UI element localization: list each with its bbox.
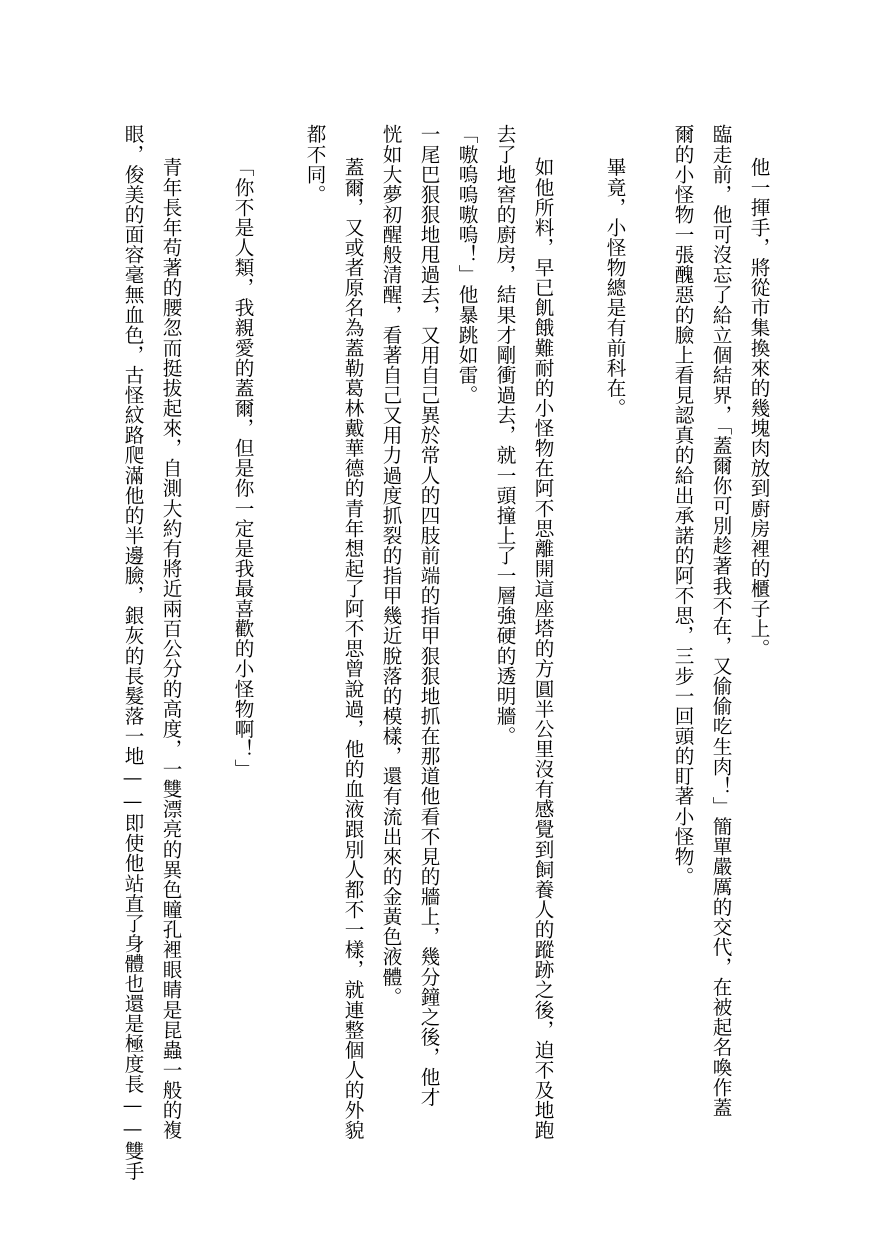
text-column-1: 他一揮手，將從市集換來的幾塊肉放到廚房裡的櫃子上。 bbox=[747, 157, 770, 659]
text-column-12: 蓋爾，又或者原名為蓋勒葛林戴華德的青年想起了阿不思曾說過，他的血液跟別人都不一樣，就連整個人的外貌 bbox=[341, 157, 364, 1140]
text-column-5: 畢竟，小怪物總是有前科在。 bbox=[603, 157, 626, 418]
text-column-15: 「你不是人類，我親愛的蓋爾，但是你一定是我最喜歡的小怪物啊！」 bbox=[231, 157, 254, 779]
text-column-11: 恍如大夢初醒般清醒，看著自己又用力過度抓裂的指甲幾近脫落的模樣，還有流出來的金黃色液體。 bbox=[379, 124, 402, 1007]
text-column-3: 爾的小怪物一張醜惡的臉上看見認真的給出承諾的阿不思，三步一回頭的盯著小怪物。 bbox=[671, 124, 694, 887]
text-column-8: 去了地窖的廚房，結果才剛衝過去，就一頭撞上了一層強硬的透明牆。 bbox=[493, 124, 516, 746]
text-column-13: 都不同。 bbox=[303, 124, 326, 205]
text-column-2: 臨走前，他可沒忘了給立個結界，「蓋爾你可別趁著我不在，又偷偷吃生肉！」簡單嚴厲的交代，在被起名喚作蓋 bbox=[709, 124, 732, 1118]
text-column-18: 眼，俊美的面容毫無血色，古怪紋路爬滿他的半邊臉，銀灰的長髮落一地——即使他站直了身體也還是極度長——雙手 bbox=[121, 124, 144, 1181]
text-column-9: 「嗷嗚嗚嗷嗚！」他暴跳如雷。 bbox=[455, 124, 478, 405]
text-column-17: 青年長年苟著的腰忽而挺拔起來，自測大約有將近兩百公分的高度，一雙漂亮的異色瞳孔裡眼睛是昆蟲一般的複 bbox=[159, 157, 182, 1140]
text-column-7: 如他所料，早已飢餓難耐的小怪物在阿不思離開這座塔的方圓半公里沒有感覺到飼養人的蹤跡之後，迫不及地跑 bbox=[531, 157, 554, 1140]
text-column-10: 一尾巴狠狠地甩過去，又用自己異於常人的四肢前端的指甲狠狠地抓在那道他看不見的牆上，幾分鐘之後，他才 bbox=[417, 124, 440, 1107]
